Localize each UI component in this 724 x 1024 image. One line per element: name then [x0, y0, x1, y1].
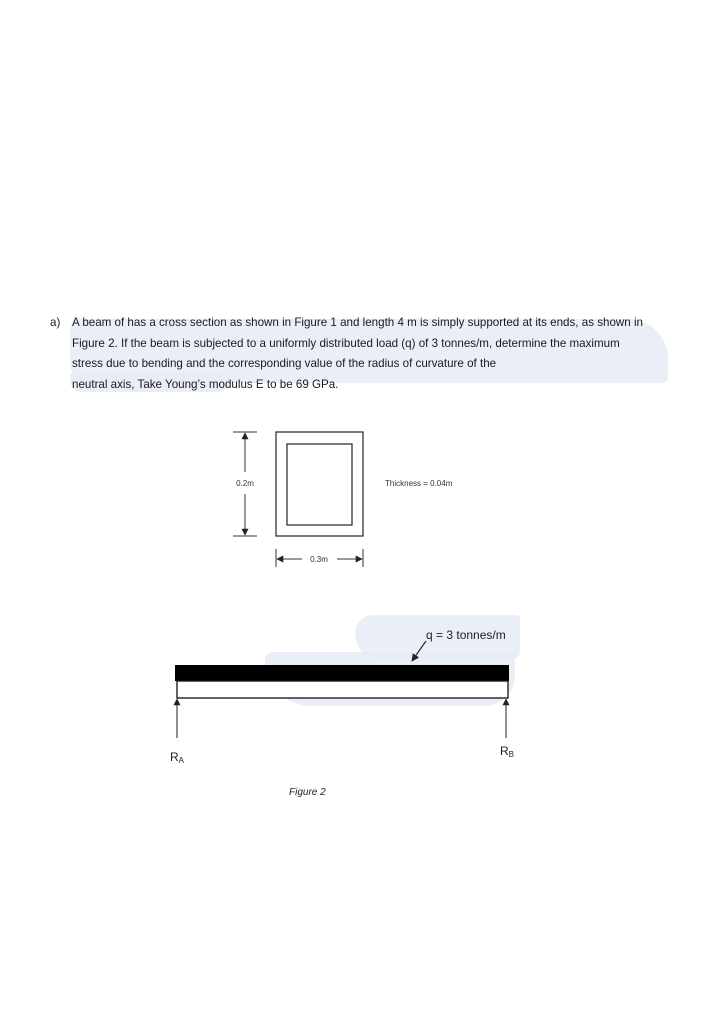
question-line: A beam of has a cross section as shown in Figure 1 and length 4 m is simply supported at its ends, as shown in: [72, 316, 643, 329]
thickness-label: Thickness = 0.04m: [385, 479, 453, 488]
distributed-load-bar: [175, 665, 509, 681]
question-line: neutral axis, Take Young’s modulus E to be 69 GPa.: [72, 377, 339, 391]
question-line: Figure 2. If the beam is subjected to a uniformly distributed load (q) of 3 tonnes/m, determine the maximum: [72, 336, 620, 350]
question-line: stress due to bending and the corresponding value of the radius of curvature of the: [72, 357, 497, 370]
beam-body: [177, 681, 508, 698]
height-label: 0.2m: [236, 479, 254, 488]
inner-rectangle: [287, 444, 352, 525]
width-label: 0.3m: [310, 555, 328, 564]
load-pointer-arrow: [412, 641, 426, 661]
figure1-cross-section: [233, 432, 453, 567]
reaction-b-label: RB: [500, 744, 515, 759]
figure2-caption: Figure 2: [289, 787, 326, 798]
figure2-beam: [170, 628, 514, 798]
outer-rectangle: [276, 432, 363, 536]
question-label: a): [50, 316, 61, 329]
reaction-a-label: RA: [170, 750, 185, 765]
load-label: q = 3 tonnes/m: [426, 628, 506, 642]
